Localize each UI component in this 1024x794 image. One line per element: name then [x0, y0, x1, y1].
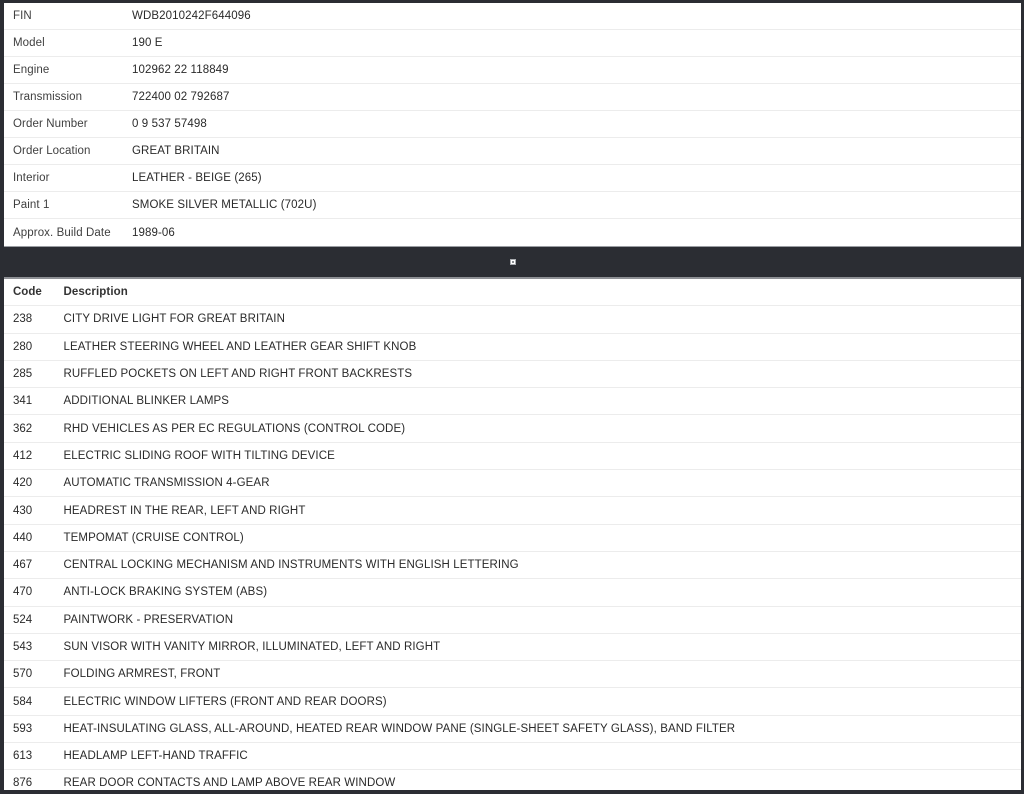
- code-row: [4, 388, 1021, 415]
- info-value: LEATHER - BEIGE (265): [132, 172, 262, 184]
- code-row: [4, 415, 1021, 442]
- code-cell: 285: [13, 368, 33, 381]
- vehicle-info-rows: [4, 3, 1021, 246]
- code-cell: 524: [13, 613, 33, 626]
- code-cell: 584: [13, 695, 33, 708]
- description-cell: REAR DOOR CONTACTS AND LAMP ABOVE REAR WINDOW: [63, 777, 396, 790]
- description-cell: ELECTRIC SLIDING ROOF WITH TILTING DEVICE: [63, 449, 335, 462]
- code-cell: 543: [13, 641, 33, 653]
- code-row: [4, 470, 1021, 497]
- vehicle-info-row: [4, 165, 1021, 192]
- code-row: [4, 525, 1021, 552]
- vehicle-info-row: [4, 3, 1021, 30]
- code-column-header: Code: [13, 286, 42, 299]
- description-cell: ADDITIONAL BLINKER LAMPS: [63, 395, 230, 408]
- description-column-header: Description: [63, 286, 128, 299]
- code-row: [4, 552, 1021, 579]
- code-row: [4, 579, 1021, 606]
- code-row: [4, 306, 1021, 333]
- vehicle-info-row: [4, 111, 1021, 138]
- code-row: [4, 716, 1021, 743]
- code-cell: 341: [13, 395, 33, 408]
- info-value: WDB2010242F644096: [132, 10, 251, 22]
- info-label: Engine: [13, 64, 50, 76]
- code-cell: 362: [13, 422, 33, 435]
- description-cell: RUFFLED POCKETS ON LEFT AND RIGHT FRONT BACKRESTS: [63, 368, 413, 381]
- code-row: [4, 688, 1021, 715]
- description-cell: CITY DRIVE LIGHT FOR GREAT BRITAIN: [63, 313, 286, 326]
- description-cell: FOLDING ARMREST, FRONT: [63, 668, 221, 681]
- description-cell: ELECTRIC WINDOW LIFTERS (FRONT AND REAR DOORS): [63, 695, 387, 708]
- vehicle-info-row: [4, 30, 1021, 57]
- code-cell: 470: [13, 586, 33, 599]
- description-cell: PAINTWORK - PRESERVATION: [63, 613, 234, 626]
- code-row: [4, 770, 1021, 790]
- code-cell: 430: [13, 504, 33, 517]
- info-value: 0 9 537 57498: [132, 118, 207, 130]
- description-cell: HEAT-INSULATING GLASS, ALL-AROUND, HEATED REAR WINDOW PANE (SINGLE-SHEET SAFETY GLASS), BAND FILTER: [63, 722, 736, 735]
- code-cell: 876: [13, 777, 33, 790]
- info-value: SMOKE SILVER METALLIC (702U): [132, 199, 317, 211]
- code-row: [4, 334, 1021, 361]
- code-row: [4, 634, 1021, 661]
- content-viewport: [4, 3, 1021, 790]
- codes-rows: [4, 306, 1021, 790]
- info-value: 190 E: [132, 37, 163, 49]
- info-label: Paint 1: [13, 199, 50, 211]
- description-cell: AUTOMATIC TRANSMISSION 4-GEAR: [63, 477, 270, 490]
- codes-header-row: [4, 279, 1021, 306]
- info-value: GREAT BRITAIN: [132, 145, 220, 157]
- vehicle-info-row: [4, 219, 1021, 246]
- code-cell: 613: [13, 750, 33, 763]
- description-cell: LEATHER STEERING WHEEL AND LEATHER GEAR SHIFT KNOB: [63, 340, 417, 353]
- description-cell: RHD VEHICLES AS PER EC REGULATIONS (CONTROL CODE): [63, 422, 406, 435]
- info-value: 102962 22 118849: [132, 64, 229, 76]
- description-cell: CENTRAL LOCKING MECHANISM AND INSTRUMENTS WITH ENGLISH LETTERING: [63, 559, 519, 572]
- code-cell: 412: [13, 449, 33, 462]
- section-divider: [4, 246, 1021, 279]
- info-label: FIN: [13, 10, 32, 22]
- code-cell: 238: [13, 313, 33, 326]
- info-label: Transmission: [13, 91, 83, 103]
- code-cell: 570: [13, 668, 33, 681]
- code-cell: 593: [13, 722, 33, 735]
- code-cell: 467: [13, 559, 33, 572]
- description-cell: TEMPOMAT (CRUISE CONTROL): [63, 531, 244, 544]
- code-row: [4, 743, 1021, 770]
- description-cell: HEADREST IN THE REAR, LEFT AND RIGHT: [63, 504, 306, 517]
- code-row: [4, 607, 1021, 634]
- vehicle-info-table: [4, 3, 1021, 246]
- info-label: Order Location: [13, 145, 91, 157]
- info-label: Approx. Build Date: [13, 226, 111, 239]
- code-row: [4, 361, 1021, 388]
- info-label: Model: [13, 37, 45, 49]
- code-row: [4, 443, 1021, 470]
- code-cell: 280: [13, 340, 33, 353]
- equipment-codes-table: [4, 279, 1021, 790]
- info-value: 722400 02 792687: [132, 91, 230, 103]
- code-cell: 440: [13, 531, 33, 544]
- info-label: Order Number: [13, 118, 88, 130]
- vehicle-info-row: [4, 84, 1021, 111]
- vehicle-info-row: [4, 192, 1021, 219]
- info-label: Interior: [13, 172, 50, 184]
- info-value: 1989-06: [132, 226, 175, 239]
- broken-image-icon: [510, 259, 516, 265]
- description-cell: HEADLAMP LEFT-HAND TRAFFIC: [63, 750, 248, 763]
- description-cell: ANTI-LOCK BRAKING SYSTEM (ABS): [63, 586, 268, 599]
- code-cell: 420: [13, 477, 33, 490]
- vehicle-info-row: [4, 138, 1021, 165]
- vehicle-info-row: [4, 57, 1021, 84]
- code-row: [4, 661, 1021, 688]
- code-row: [4, 497, 1021, 524]
- description-cell: SUN VISOR WITH VANITY MIRROR, ILLUMINATED, LEFT AND RIGHT: [63, 641, 441, 653]
